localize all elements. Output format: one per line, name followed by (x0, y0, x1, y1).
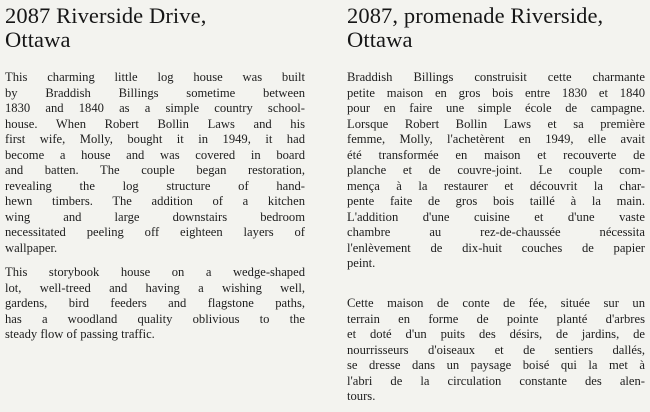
text-line: été transformée en maison et recouverte de (347, 147, 645, 162)
text-line: by Braddish Billings sometime between (5, 85, 305, 100)
text-line: terrain en forme de pointe planté d'arbres (347, 311, 645, 326)
text-line: et doté d'un puits des désirs, de jardins, de (347, 327, 645, 341)
french-paragraph-1 (347, 70, 645, 272)
text-line: first wife, Molly, bought it in 1949, it had (5, 132, 305, 146)
text-line: chambre au rez-de-chaussée nécessita (347, 225, 645, 239)
text-line: l'enlèvement de dix-huit couches de papier (347, 240, 645, 255)
text-line: peint. (347, 256, 376, 270)
english-title (5, 0, 305, 51)
text-line: revealing the log structure of hand- (5, 178, 305, 193)
text-line: wing and large downstairs bedroom (5, 209, 305, 224)
text-line: hewn timbers. The addition of a kitchen (5, 194, 305, 208)
text-line: gardens, bird feeders and flagstone paths, (5, 296, 305, 310)
text-line: This storybook house on a wedge-shaped (5, 265, 305, 279)
text-line: l'abri de la circulation constante des alen- (347, 373, 645, 388)
text-line: mença à la restaurer et découvrit la char- (347, 178, 645, 193)
french-paragraph-2 (347, 296, 645, 405)
text-line: L'addition d'une cuisine et d'une vaste (347, 209, 645, 224)
french-title-line: 2087, promenade Riverside, (347, 3, 604, 28)
text-line: necessitated peeling off eighteen layers of (5, 225, 305, 239)
text-line: Cette maison de conte de fée, située sur un (347, 296, 645, 310)
english-paragraph-2-block (5, 265, 305, 343)
text-line: planche et de couvre-joint. Le couple com- (347, 163, 645, 177)
text-line: pour en faire une simple école de campagne. (347, 101, 645, 115)
french-title (347, 0, 645, 51)
text-line: steady flow of passing traffic. (5, 327, 155, 341)
english-paragraph-1-block (5, 70, 305, 256)
english-paragraph-2 (5, 265, 305, 343)
text-line: 1830 and 1840 as a simple country school- (5, 101, 305, 115)
text-line: femme, Molly, l'achetèrent en 1949, elle avait (347, 132, 645, 146)
english-title-line: 2087 Riverside Drive, (5, 3, 207, 28)
text-line: house. When Robert Bollin Laws and his (5, 116, 305, 131)
french-column (347, 0, 645, 403)
text-line: pente faite de gros bois taillé à la main. (347, 194, 645, 208)
text-line: This charming little log house was built (5, 70, 305, 84)
english-title-line: Ottawa (5, 26, 71, 52)
english-paragraph-1 (5, 70, 305, 256)
french-title-line: Ottawa (347, 26, 413, 52)
text-line: tours. (347, 389, 376, 403)
text-line: has a woodland quality oblivious to the (5, 311, 305, 326)
text-line: and batten. The couple began restoration, (5, 163, 305, 177)
text-line: petite maison en gros bois entre 1830 et 1840 (347, 85, 645, 100)
text-line: Braddish Billings construisit cette charmante (347, 70, 645, 84)
text-line: wallpaper. (5, 240, 58, 255)
text-line: Lorsque Robert Bollin Laws et sa première (347, 116, 645, 131)
english-column (5, 0, 305, 341)
text-line: se dresse dans un paysage boisé qui la met à (347, 358, 645, 372)
french-paragraph-1-block (347, 70, 645, 272)
text-line: lot, well-treed and having a wishing well, (5, 280, 305, 295)
text-line: become a house and was covered in board (5, 147, 305, 162)
text-line: nourrisseurs d'oiseaux et de sentiers dallés, (347, 342, 645, 357)
french-paragraph-2-block (347, 296, 645, 405)
